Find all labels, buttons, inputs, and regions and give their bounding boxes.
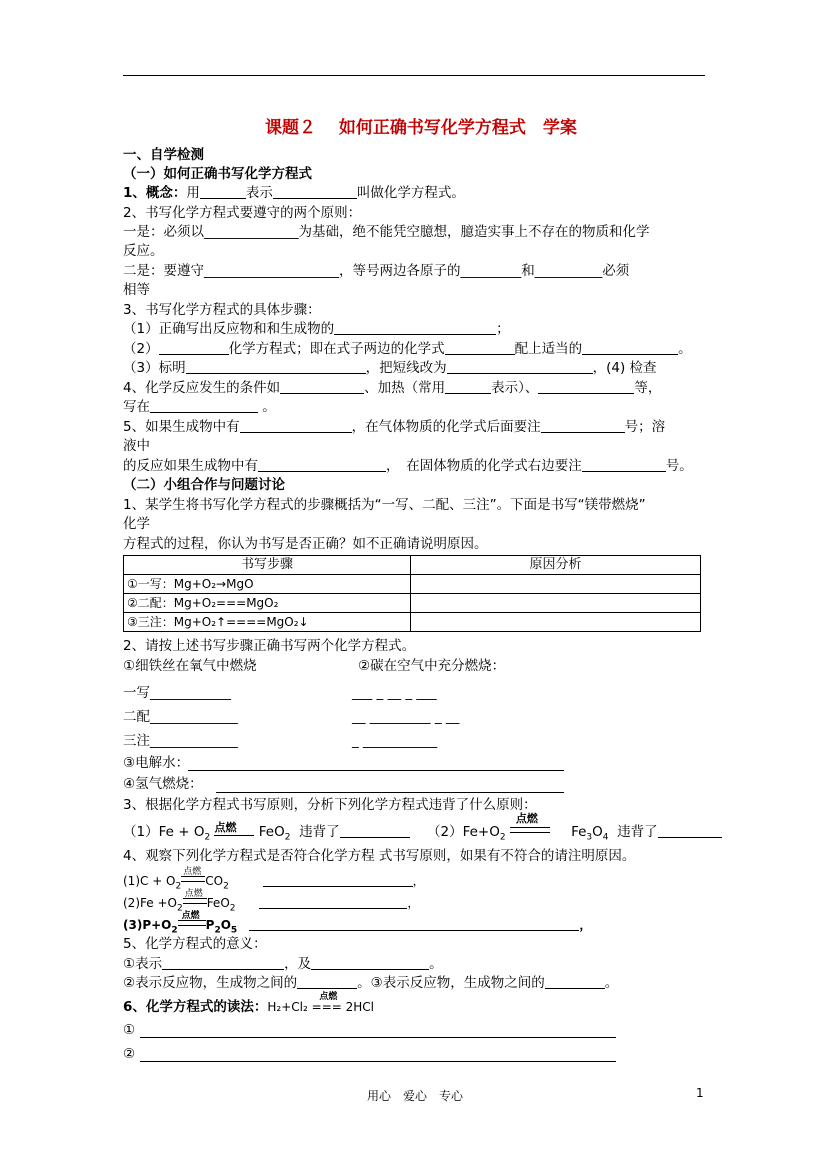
g2-step3: 三注_____________ <box>123 733 238 749</box>
answer-line <box>216 792 564 793</box>
g2b-label: ②碳在空气中充分燃烧： <box>358 658 506 674</box>
g2-step2-right: __ _________ _ __ <box>352 709 460 725</box>
table-cell <box>411 575 701 594</box>
answer-line <box>140 1037 616 1038</box>
section-heading: 一、自学检测 <box>123 147 204 163</box>
g3-line: 3、根据化学方程式书写原则，分析下列化学方程式违背了什么原则： <box>123 797 537 813</box>
g2-step1: 一写____________ <box>123 685 231 701</box>
g2-line: 2、请按上述书写步骤正确书写两个化学方程式。 <box>123 638 416 654</box>
g5b-line: ②表示反应物，生成物之间的 。③表示反应物，生成物之间的 。 <box>123 975 619 991</box>
q2a-line2: 反应。 <box>123 243 164 259</box>
q3-line: 3、书写化学方程式的具体步骤： <box>123 302 321 318</box>
subsection-heading-2: （二）小组合作与问题讨论 <box>123 477 285 493</box>
g3-equation-line: $(1)Fe + O_2$ 点燃 FeO$_2$ 违背了 <box>123 823 410 847</box>
table-cell <box>411 594 701 613</box>
g4c-line: $(3)P+O_2$ 点燃 $P_2O_5$ ， <box>123 911 592 936</box>
page-number: 1 <box>696 1086 704 1100</box>
page-title: 课题２ 如何正确书写化学方程式 学案 <box>265 118 577 138</box>
table-cell <box>411 613 701 632</box>
q5-line: 5、如果生成物中有 ，在气体物质的化学式后面要注 号；溶 <box>123 419 666 435</box>
g2-step1-right: ___ _ __ _ ___ <box>352 685 437 701</box>
steps-table <box>123 555 701 632</box>
g2c-label: ③电解水： <box>123 755 190 771</box>
g6-line: 6、化学方程式的读法： 点燃 H₂+Cl₂ === 2HCl <box>123 992 374 1015</box>
g6d-label: ② <box>123 1046 136 1062</box>
table-row: ②二配：Mg+O₂===MgO₂ <box>124 594 411 613</box>
g3-equation-2: $(2)Fe+O_2$ 点燃 $Fe_3O_4$ 违背了 <box>427 823 722 847</box>
g1-line: 1、某学生将书写化学方程式的步骤概括为“一写、二配、三注”。下面是书写“镁带燃烧” <box>123 497 646 513</box>
g5-line: 5、化学方程式的意义： <box>123 936 267 952</box>
q2-line: 2、书写化学方程式要遵守的两个原则： <box>123 205 362 221</box>
q2b-line: 二是：要遵守____________________，等号两边各原子的_________和__________必须 <box>123 263 630 279</box>
page-footer: 用心 爱心 专心 <box>367 1089 464 1103</box>
g2-step3-right: _ ___________ <box>352 733 438 749</box>
g1-line3: 方程式的过程，你认为书写是否正确？如不正确请说明原因。 <box>123 536 488 552</box>
g6c-label: ① <box>123 1022 136 1038</box>
g2-step2: 二配_____________ <box>123 709 238 725</box>
table-header: 原因分析 <box>411 556 701 575</box>
q3c-line: （3）标明 ，把短线改为 ，(4) 检查 <box>123 360 657 376</box>
g4-line: 4、观察下列化学方程式是否符合化学方程 式书写原则，如果有不符合的请注明原因。 <box>123 848 636 864</box>
g4b-line: $(2)Fe +O_2$ 点燃 FeO$_2$ ， <box>123 889 420 914</box>
q5-line2: 液中 <box>123 438 150 454</box>
header-rule <box>123 75 705 76</box>
q1-line: 1、概念：用 表示 叫做化学方程式。 <box>123 185 465 201</box>
g5a-line: ①表示 ，及 。 <box>123 956 443 972</box>
g1-line2: 化学 <box>123 516 150 532</box>
table-row: ①一写：Mg+O₂→MgO <box>124 575 411 594</box>
q4-line2: 写在 。 <box>123 399 276 415</box>
answer-line <box>140 1061 616 1062</box>
answer-line <box>188 770 564 771</box>
q2a-line: 一是：必须以______________为基础，绝不能凭空臆想，臆造实事上不存在的物质和化学 <box>123 224 650 240</box>
q3b-line: （2） 化学方程式；即在式子两边的化学式 配上适当的 。 <box>123 341 692 357</box>
g4a-line: $(1)C + O_2$ 点燃 $CO_2$ ， <box>123 867 425 892</box>
g2d-label: ④氢气燃烧： <box>123 776 203 792</box>
g2a-label: ①细铁丝在氧气中燃烧 <box>123 658 257 674</box>
subsection-heading: （一）如何正确书写化学方程式 <box>123 166 312 182</box>
table-header: 书写步骤 <box>124 556 411 575</box>
table-row: ③三注：Mg+O₂↑====MgO₂↓ <box>124 613 411 632</box>
q3a-line: （1）正确写出反应物和和生成物的 ； <box>123 321 510 337</box>
q2b-line2: 相等 <box>123 282 150 298</box>
q4-line: 4、化学反应发生的条件如 、加热（常用 表示）、 等， <box>123 380 662 396</box>
q5-line3: 的反应如果生成物中有 ， 在固体物质的化学式右边要注 号。 <box>123 458 693 474</box>
